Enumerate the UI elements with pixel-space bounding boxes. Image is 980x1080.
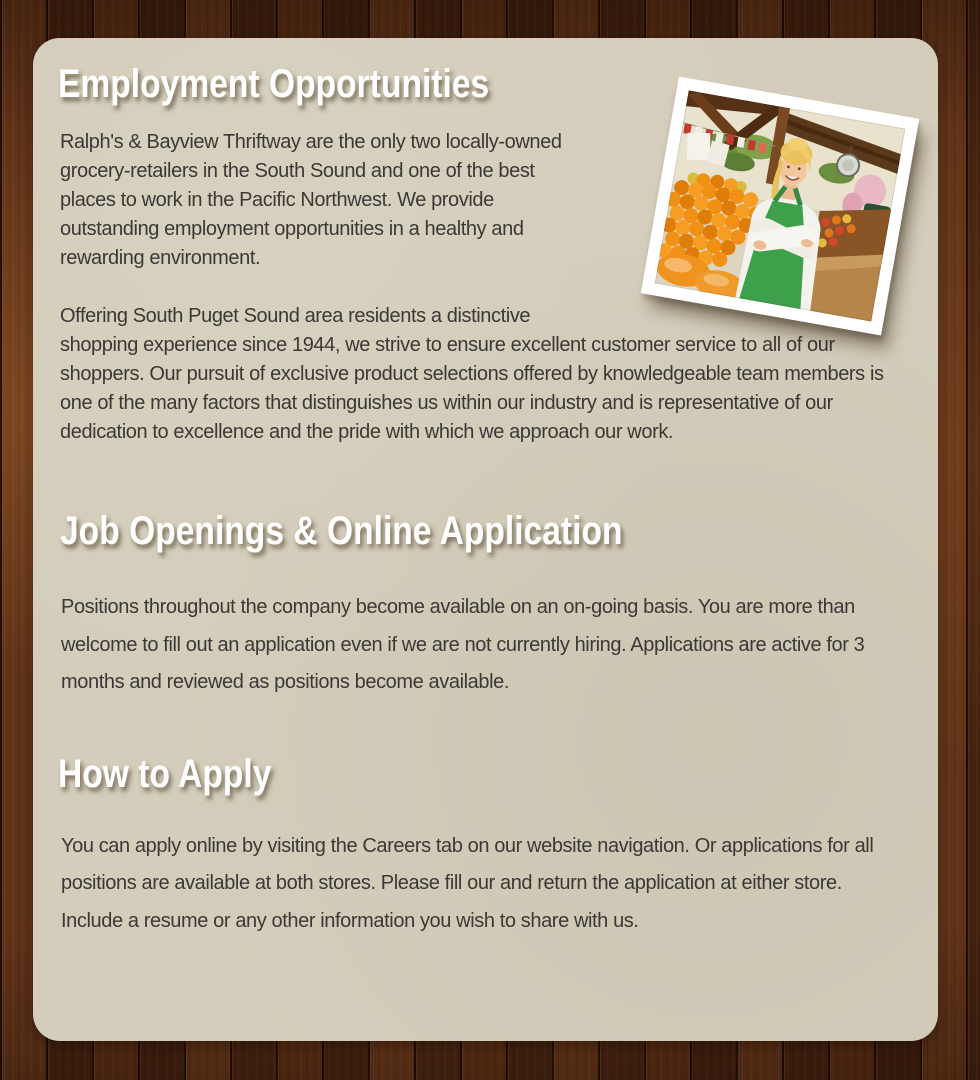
heading-text: How to Apply: [58, 751, 272, 796]
page-content: [33, 38, 938, 940]
job-openings-heading: [60, 509, 905, 553]
how-to-apply-heading: [58, 752, 905, 796]
photo-region: [603, 62, 905, 324]
job-openings-paragraph: Positions throughout the company become available on an on-going basis. You are more than welcome to fill out an application even if we are not currently hiring. Applications are active for 3 months and reviewed as positions become available.: [61, 596, 865, 693]
content-card: [33, 38, 938, 1041]
heading-text: Employment Opportunities: [58, 62, 490, 106]
market-photo-illustration: [655, 90, 906, 321]
how-to-apply-paragraph: You can apply online by visiting the Careers tab on our website navigation. Or applications for all positions are available at both stores. Please fill our and return the application at either store. Include a resume or any other information you wish to share with us.: [61, 834, 874, 932]
intro-paragraph-2: Offering South Puget Sound area residents a distinctive shopping experience since 1944, we strive to ensure excellent customer service to all of our shoppers. Our pursuit of exclusive product selections offered by knowledgeable team members is one of the many factors that distinguishes us within our industry and is representative of our dedication to excellence and the pride with which we approach our work.: [60, 305, 884, 443]
employee-photo: [641, 76, 919, 335]
intro-paragraph-1: Ralph's & Bayview Thriftway are the only two locally-owned grocery-retailers in the South Sound and one of the best places to work in the Pacific Northwest. We provide outstanding employment opportunities in a healthy and rewarding environment.: [60, 131, 562, 269]
heading-text: Job Openings & Online Application: [60, 509, 623, 553]
